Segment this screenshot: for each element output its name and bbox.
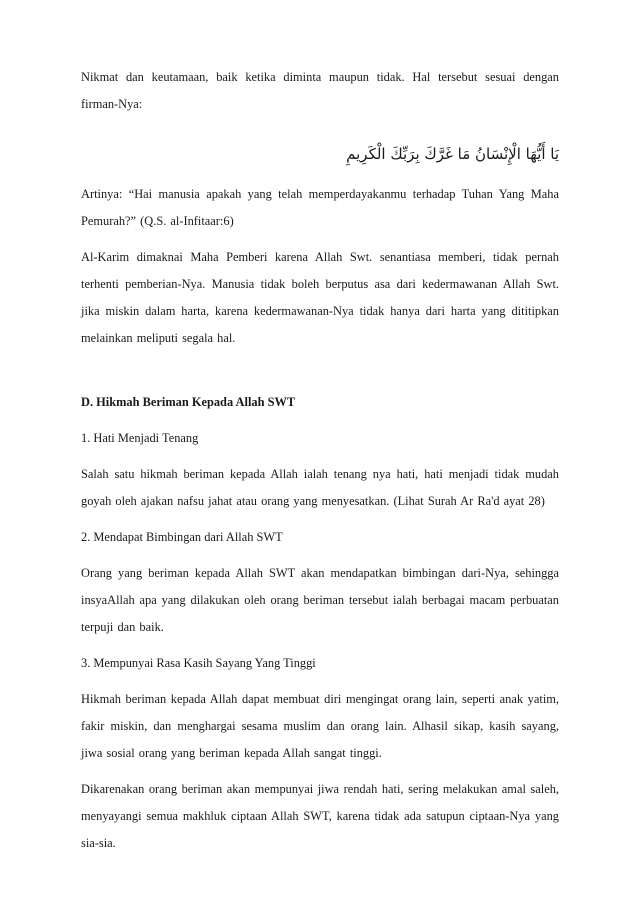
closing-paragraph: Dikarenakan orang beriman akan mempunyai jiwa rendah hati, sering melakukan amal saleh, menyayangi semua makhluk ciptaan Allah SWT, karena tidak ada satupun ciptaan-Nya yang sia-sia.	[81, 782, 559, 850]
document-page	[81, 64, 559, 866]
point-1-title: 1. Hati Menjadi Tenang	[81, 431, 199, 445]
verse-translation: Artinya: “Hai manusia apakah yang telah memperdayakanmu terhadap Tuhan Yang Maha Pemurah?” (Q.S. al-Infitaar:6)	[81, 187, 559, 228]
quran-verse-arabic: يَا أَيُّهَا الْإِنْسَانُ مَا غَرَّكَ بِرَبِّكَ الْكَرِيمِ	[346, 145, 559, 163]
point-3-body: Hikmah beriman kepada Allah dapat membuat diri mengingat orang lain, seperti anak yatim, fakir miskin, dan menghargai sesama muslim dan orang lain. Alhasil sikap, kasih sayang, jiwa sosial orang yang beriman kepada Allah sangat tinggi.	[81, 692, 559, 760]
point-1-body: Salah satu hikmah beriman kepada Allah ialah tenang nya hati, hati menjadi tidak mudah goyah oleh ajakan nafsu jahat atau orang yang menyesatkan. (Lihat Surah Ar Ra'd ayat 28)	[81, 467, 559, 508]
point-3-title: 3. Mempunyai Rasa Kasih Sayang Yang Tinggi	[81, 656, 316, 670]
point-2-body: Orang yang beriman kepada Allah SWT akan mendapatkan bimbingan dari-Nya, sehingga insyaAllah apa yang dilakukan oleh orang beriman tersebut ialah berbagai macam perbuatan terpuji dan baik.	[81, 566, 559, 634]
section-heading: D. Hikmah Beriman Kepada Allah SWT	[81, 395, 296, 409]
al-karim-paragraph: Al-Karim dimaknai Maha Pemberi karena Allah Swt. senantiasa memberi, tidak pernah terhenti pemberian-Nya. Manusia tidak boleh berputus asa dari kedermawanan Allah Swt. jika miskin dalam harta, karena kedermawanan-Nya tidak hanya dari harta yang dititipkan melainkan meliputi segala hal.	[81, 250, 559, 345]
point-2-title: 2. Mendapat Bimbingan dari Allah SWT	[81, 530, 283, 544]
intro-paragraph: Nikmat dan keutamaan, baik ketika diminta maupun tidak. Hal tersebut sesuai dengan firman-Nya:	[81, 70, 559, 111]
